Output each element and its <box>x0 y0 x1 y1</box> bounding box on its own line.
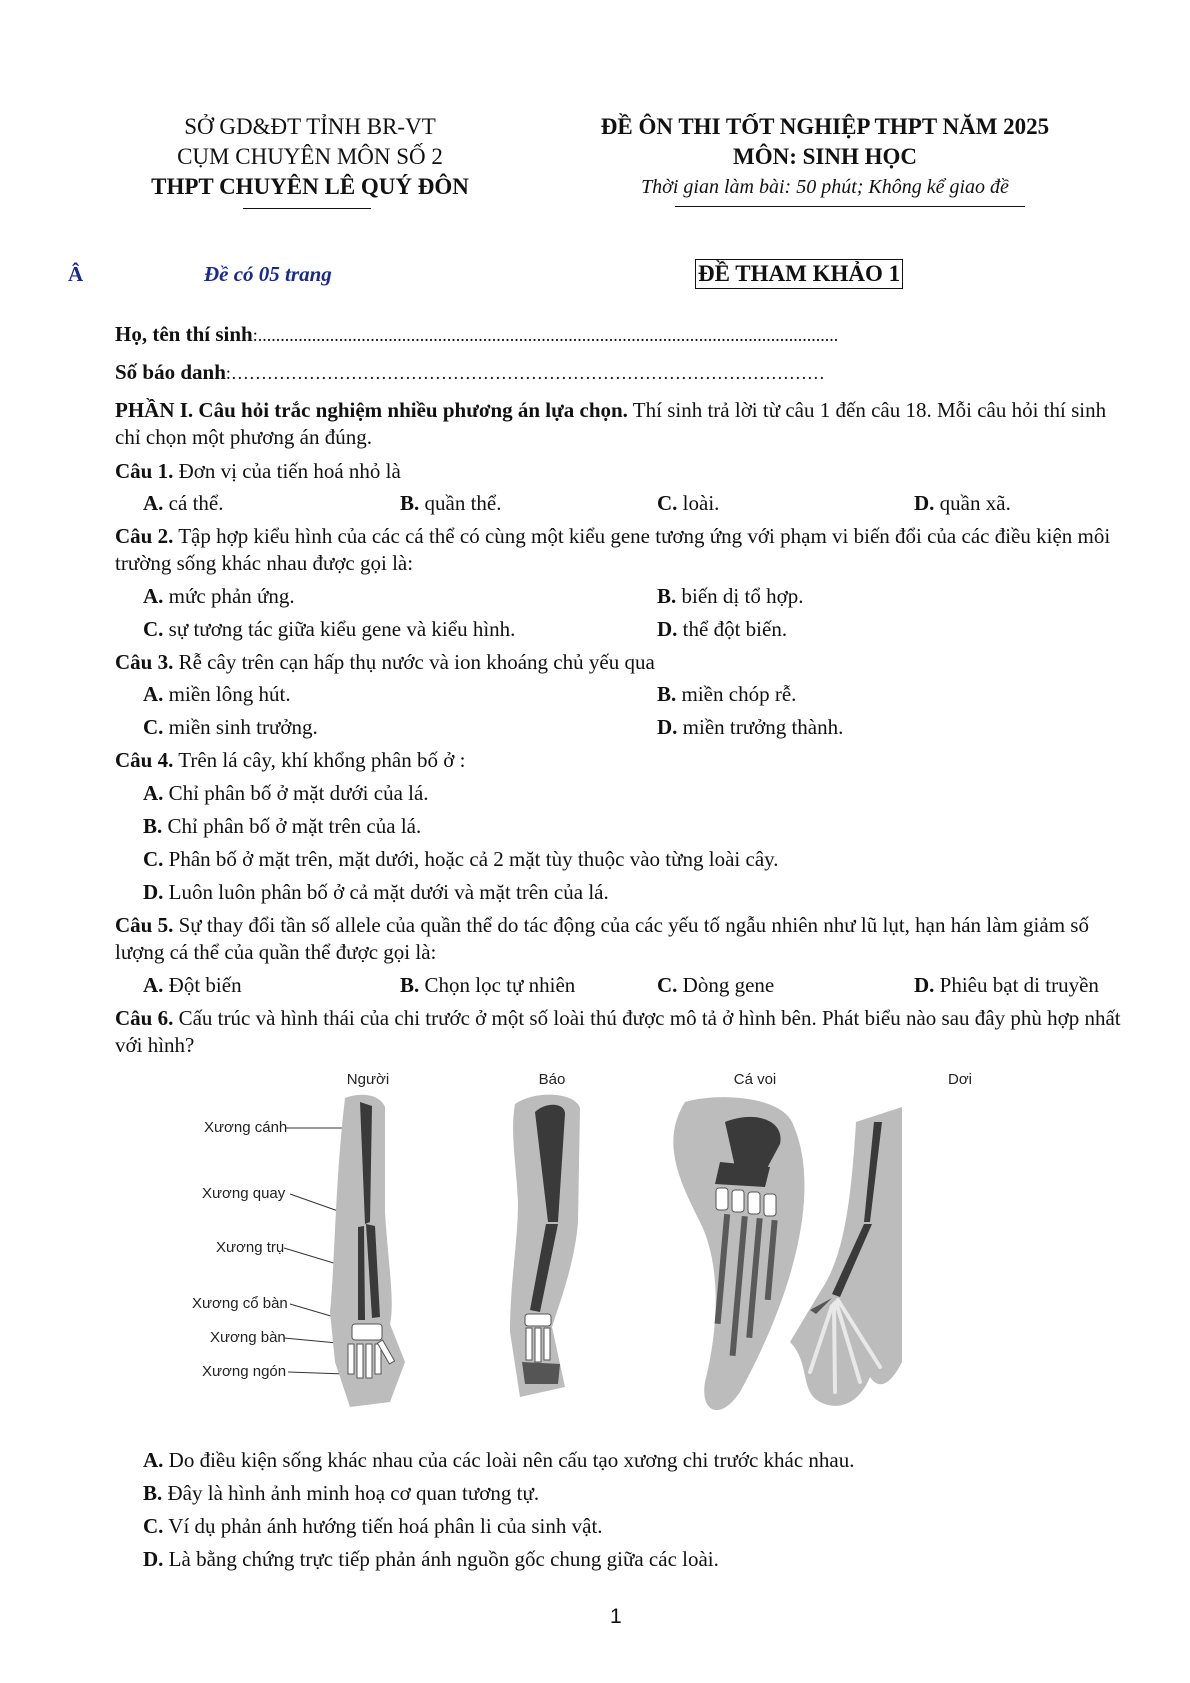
exam-subject: MÔN: SINH HỌC <box>733 144 917 169</box>
q4-option-b[interactable]: B. Chỉ phân bố ở mặt trên của lá. <box>143 814 422 838</box>
question-number: Câu 1. <box>115 459 174 483</box>
q6-option-b[interactable]: B. Đây là hình ảnh minh hoạ cơ quan tương tự. <box>143 1481 540 1505</box>
bone-label-humerus: Xương cánh <box>204 1119 288 1136</box>
bone-label-carpals: Xương cổ bàn <box>192 1295 288 1312</box>
exam-title: ĐỀ ÔN THI TỐT NGHIỆP THPT NĂM 2025 <box>600 114 1050 139</box>
bone-label-radius: Xương quay <box>202 1185 286 1202</box>
bone-label-ulna: Xương trụ <box>216 1239 285 1256</box>
bone-label-metacarpals: Xương bàn <box>210 1329 286 1346</box>
leopard-leg-illustration <box>510 1095 580 1397</box>
exam-code-box: ĐỀ THAM KHẢO 1 <box>695 259 903 289</box>
bone-label-phalanges: Xương ngón <box>202 1363 287 1380</box>
part1-instruction: Thí sinh trả lời từ câu 1 đến câu 18. Mỗi câu hỏi thí sinh chỉ chọn một phương án đúng. <box>115 398 1107 449</box>
header-right-underline <box>675 206 1025 207</box>
q1-option-b[interactable]: B. quần thể. <box>400 491 502 515</box>
department-name: SỞ GD&ĐT TỈNH BR-VT <box>184 114 436 139</box>
exam-time: Thời gian làm bài: 50 phút; Không kể giao đề <box>641 176 1009 198</box>
q3-option-b[interactable]: B. miền chóp rễ. <box>657 682 797 706</box>
q4-option-d[interactable]: D. Luôn luôn phân bố ở cả mặt dưới và mặt trên của lá. <box>143 880 609 904</box>
question-1 <box>115 458 1125 485</box>
q5-option-d[interactable]: D. Phiêu bạt di truyền <box>914 973 1099 997</box>
q6-option-d[interactable]: D. Là bằng chứng trực tiếp phản ánh nguồn gốc chung giữa các loài. <box>143 1547 719 1571</box>
corner-mark: Â <box>68 262 84 286</box>
human-arm-illustration <box>330 1095 405 1407</box>
animal-label-bat: Dơi <box>947 1071 973 1088</box>
page-number: 1 <box>610 1605 622 1628</box>
student-id-line <box>115 359 825 387</box>
animal-label-human: Người <box>346 1071 390 1088</box>
student-name-dots: :................................................................................................................................. <box>252 325 839 345</box>
q2-option-b[interactable]: B. biến dị tổ hợp. <box>657 584 804 608</box>
q6-option-a[interactable]: A. Do điều kiện sống khác nhau của các loài nên cấu tạo xương chi trước khác nhau. <box>143 1448 855 1472</box>
question-number: Câu 5. <box>115 913 174 937</box>
question-text: Tập hợp kiểu hình của các cá thể có cùng một kiểu gene tương ứng với phạm vi biến đổi của các điều kiện môi trường sống khác nhau được gọi là: <box>115 524 1111 575</box>
question-number: Câu 4. <box>115 748 174 772</box>
q3-option-a[interactable]: A. miền lông hút. <box>143 682 291 706</box>
part1-intro <box>115 397 1125 451</box>
header-left <box>130 112 490 202</box>
q1-option-c[interactable]: C. loài. <box>657 491 720 515</box>
header-right <box>560 112 1090 202</box>
question-number: Câu 6. <box>115 1006 174 1030</box>
cluster-name: CỤM CHUYÊN MÔN SỐ 2 <box>177 144 443 169</box>
student-name-line <box>115 321 838 349</box>
question-text: Cấu trúc và hình thái của chi trước ở một số loài thú được mô tả ở hình bên. Phát biểu nào sau đây phù hợp nhất với hình? <box>115 1006 1121 1057</box>
animal-label-whale: Cá voi <box>733 1071 777 1088</box>
question-text: Đơn vị của tiến hoá nhỏ là <box>173 459 401 483</box>
whale-flipper-illustration <box>673 1097 804 1410</box>
q2-option-d[interactable]: D. thể đột biến. <box>657 617 788 641</box>
question-3 <box>115 649 1125 676</box>
question-2 <box>115 523 1125 577</box>
q2-option-a[interactable]: A. mức phản ứng. <box>143 584 295 608</box>
q1-option-a[interactable]: A. cá thể. <box>143 491 224 515</box>
question-5 <box>115 912 1125 966</box>
student-id-label: Số báo danh <box>115 360 226 384</box>
q3-option-c[interactable]: C. miền sinh trưởng. <box>143 715 318 739</box>
pages-note: Đề có 05 trang <box>204 262 332 286</box>
bat-wing-illustration <box>790 1107 902 1406</box>
forelimb-figure <box>180 1062 1020 1442</box>
student-id-dots: :……………………………………………………………………………………… <box>225 363 825 383</box>
q5-option-c[interactable]: C. Dòng gene <box>657 973 775 997</box>
question-text: Trên lá cây, khí khổng phân bố ở : <box>173 748 466 772</box>
question-number: Câu 2. <box>115 524 174 548</box>
question-6 <box>115 1005 1125 1059</box>
question-4 <box>115 747 1125 774</box>
q4-option-a[interactable]: A. Chỉ phân bố ở mặt dưới của lá. <box>143 781 429 805</box>
q3-option-d[interactable]: D. miền trưởng thành. <box>657 715 844 739</box>
animal-label-leopard: Báo <box>538 1071 566 1088</box>
school-name: THPT CHUYÊN LÊ QUÝ ĐÔN <box>151 174 469 199</box>
q5-option-b[interactable]: B. Chọn lọc tự nhiên <box>400 973 576 997</box>
part1-heading: PHẦN I. Câu hỏi trắc nghiệm nhiều phương án lựa chọn. <box>115 398 628 422</box>
q4-option-c[interactable]: C. Phân bố ở mặt trên, mặt dưới, hoặc cả 2 mặt tùy thuộc vào từng loài cây. <box>143 847 779 871</box>
question-text: Sự thay đổi tần số allele của quần thể do tác động của các yếu tố ngẫu nhiên như lũ lụt, hạn hán làm giảm số lượng cá thể của quần thể được gọi là: <box>115 913 1089 964</box>
q1-option-d[interactable]: D. quần xã. <box>914 491 1011 515</box>
question-number: Câu 3. <box>115 650 174 674</box>
header-left-underline <box>243 208 371 209</box>
q2-option-c[interactable]: C. sự tương tác giữa kiểu gene và kiểu hình. <box>143 617 516 641</box>
student-name-label: Họ, tên thí sinh <box>115 322 253 346</box>
q6-option-c[interactable]: C. Ví dụ phản ánh hướng tiến hoá phân li của sinh vật. <box>143 1514 603 1538</box>
question-text: Rễ cây trên cạn hấp thụ nước và ion khoáng chủ yếu qua <box>173 650 655 674</box>
q5-option-a[interactable]: A. Đột biến <box>143 973 242 997</box>
